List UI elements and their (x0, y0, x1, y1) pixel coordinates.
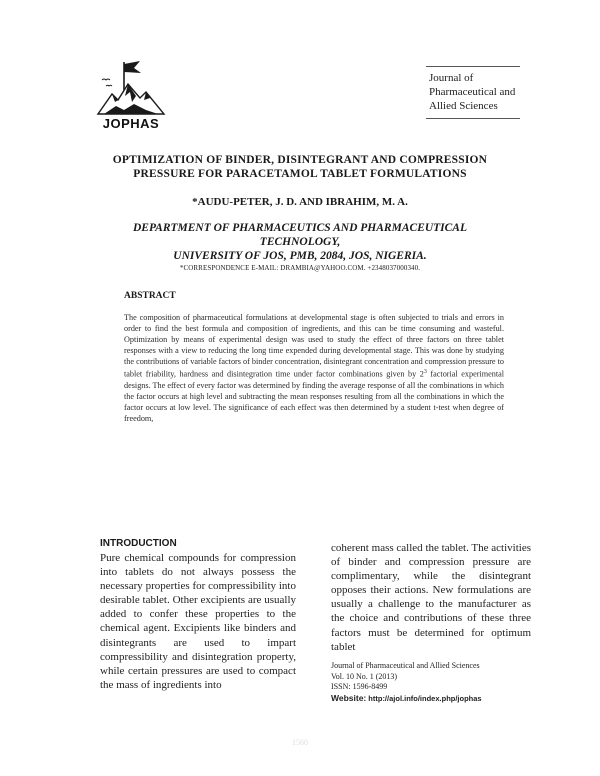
journal-name-line: Pharmaceutical and (429, 86, 516, 98)
journal-name-line: Allied Sciences (429, 100, 498, 112)
footer-journal-name: Journal of Pharmaceutical and Allied Sciences (331, 661, 480, 670)
journal-name (426, 67, 520, 118)
journal-title-box (426, 66, 520, 119)
mountain-flag-icon (96, 58, 166, 116)
introduction-left-column: Pure chemical compounds for compression into tablets do not always possess the necessary properties for compressibility into desirable tablet. Other excipients are usually added to confer these properties to the chemical agent. Excipients like binders and disintegrants are used to impart compressibility and disintegration property, while certain pressures are used to compact the mass of ingredients into (100, 552, 296, 691)
journal-box-bottom-rule (426, 118, 520, 119)
article-authors: *AUDU-PETER, J. D. AND IBRAHIM, M. A. (192, 196, 408, 208)
website-label: Website: (331, 692, 367, 703)
introduction-heading: INTRODUCTION (100, 538, 177, 549)
abstract-text-part: The composition of pharmaceutical formulations at developmental stage is often subjected to trials and errors in order to find the best formula and composition of ingredients, and this can be time consuming and wasteful. Optimization by means of experimental design was used to study the effect of three factors on three tablet responses with a view to reducing the long time expended during developmental stage. This was done by studying the contributions of variable factors of binder concentration, disintegrant concentration and compression pressure to tablet friability, hardness and disintegration time under factor combinations given by 2 (124, 313, 504, 379)
abstract-text-part: factorial experimental designs. The effect of every factor was determined by finding the average response of all the combinations in which the factor occurs at high level and subtracting the mean responses resulting from all the combinations in which the factor occurs at low level. The significance of each effect was then determined by a student t-test when degree of freedom, (124, 369, 505, 423)
journal-name-line: Journal of (429, 72, 474, 84)
abstract-text (124, 312, 504, 424)
footer-volume: Vol. 10 No. 1 (2013) (331, 671, 398, 681)
logo-text: JOPHAS (102, 116, 160, 131)
article-title-line: PRESSURE FOR PARACETAMOL TABLET FORMULATIONS (133, 168, 467, 180)
footer-issn: ISSN: 1596-8499 (331, 682, 388, 691)
introduction-right-column: coherent mass called the tablet. The activities of binder and compression pressure are complimentary, while the disintegrant opposes their actions. New formulations are usually a challenge to the manufacturer as the choice and contributions of these three factors must be determined for optimum tablet (331, 542, 531, 653)
author-affiliation (110, 221, 490, 263)
journal-footer (331, 661, 541, 704)
page-number: 1560 (292, 738, 308, 747)
affiliation-line: UNIVERSITY OF JOS, PMB, 2084, JOS, NIGERIA. (173, 250, 427, 262)
website-link[interactable]: http://ajol.info/index.php/jophas (368, 693, 482, 703)
abstract-superscript: 3 (423, 369, 427, 375)
affiliation-line: DEPARTMENT OF PHARMACEUTICS AND PHARMACEUTICAL (133, 222, 467, 234)
article-title (90, 153, 510, 181)
footer-website (331, 693, 541, 705)
abstract-heading: ABSTRACT (124, 291, 176, 301)
correspondence-line: *CORRESPONDENCE E-MAIL: DRAMBIA@YAHOO.COM. +2348037000340. (179, 264, 421, 272)
article-title-line: OPTIMIZATION OF BINDER, DISINTEGRANT AND COMPRESSION (112, 154, 488, 166)
affiliation-line: TECHNOLOGY, (259, 236, 341, 248)
